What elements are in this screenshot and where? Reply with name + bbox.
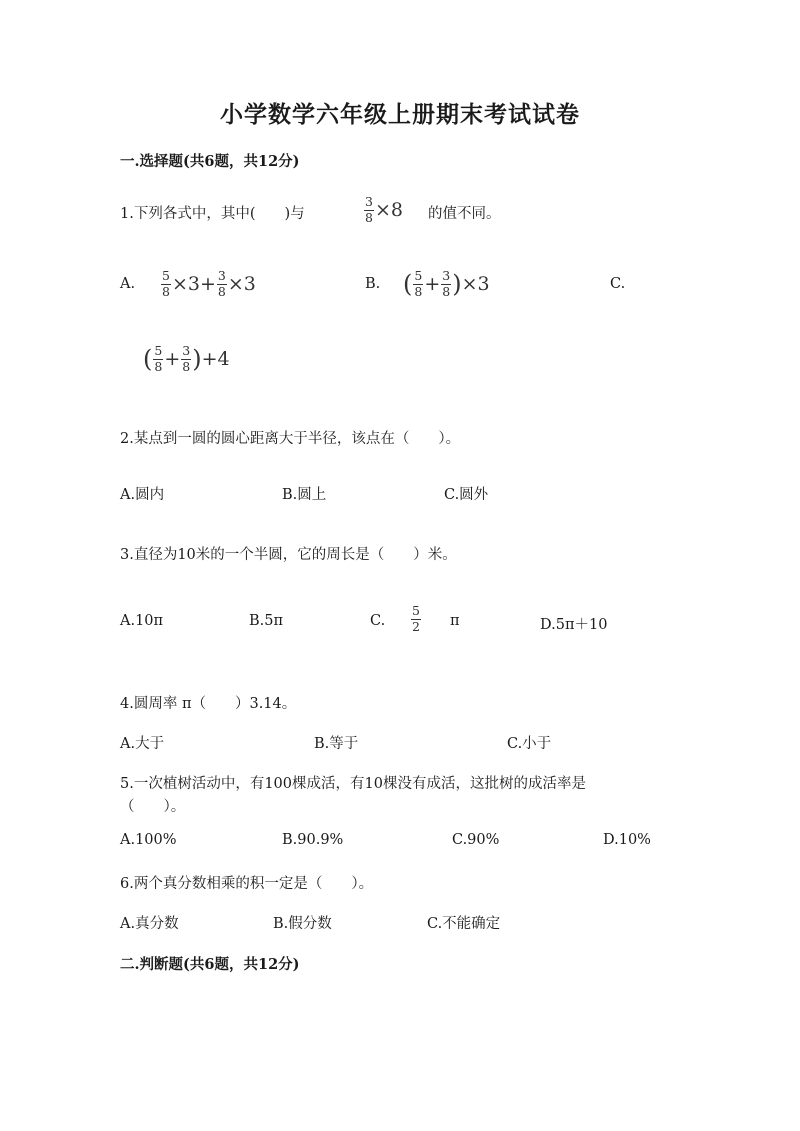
question-1-text-end: 的值不同。 — [428, 206, 501, 222]
fraction — [181, 345, 191, 373]
q3-option-c-fraction — [410, 605, 422, 633]
q3-option-c-label: C. — [370, 613, 386, 629]
factor: 8 — [390, 199, 403, 221]
plus-sign: + — [199, 273, 216, 295]
question-2-text: 2.某点到一圆的圆心距离大于半径，该点在（ ）。 — [120, 431, 461, 447]
denominator: 8 — [365, 209, 373, 225]
plus-sign: + — [164, 348, 181, 370]
q2-option-b: B.圆上 — [282, 487, 327, 503]
q3-option-c-pi: π — [450, 613, 460, 629]
question-6-text: 6.两个真分数相乘的积一定是（ ）。 — [120, 876, 374, 892]
plus-sign: + — [424, 273, 441, 295]
term: ×3 — [227, 273, 256, 295]
question-5-text-line1: 5.一次植树活动中，有100棵成活，有10棵没有成活，这批树的成活率是 — [120, 776, 586, 792]
fraction — [413, 270, 423, 298]
q4-option-a: A.大于 — [120, 736, 165, 752]
denominator: 8 — [154, 358, 163, 374]
q5-option-c: C.90% — [452, 832, 500, 848]
q5-option-d: D.10% — [603, 832, 651, 848]
term: ×3 — [171, 273, 200, 295]
fraction — [161, 270, 171, 298]
q2-option-a: A.圆内 — [120, 487, 165, 503]
right-paren: ) — [452, 270, 462, 298]
numerator: 3 — [442, 268, 451, 283]
fraction — [153, 345, 163, 373]
question-5-text-line2: （ ）。 — [120, 799, 186, 815]
fraction — [364, 196, 374, 224]
q2-option-c: C.圆外 — [444, 487, 489, 503]
question-4-text: 4.圆周率 π（ ）3.14。 — [120, 696, 297, 712]
numerator: 5 — [154, 343, 163, 358]
question-1-expression — [363, 196, 403, 224]
q5-option-b: B.90.9% — [282, 832, 344, 848]
q4-option-b: B.等于 — [314, 736, 359, 752]
q1-option-b-expression — [403, 270, 490, 298]
term: +4 — [201, 348, 230, 370]
term: ×3 — [461, 273, 490, 295]
times-sign: × — [374, 199, 391, 221]
denominator: 8 — [182, 358, 191, 374]
q3-option-b: B.5π — [249, 613, 284, 629]
fraction — [441, 270, 451, 298]
left-paren: ( — [143, 345, 153, 373]
q4-option-c: C.小于 — [507, 736, 552, 752]
page-title: 小学数学六年级上册期末考试试卷 — [220, 101, 580, 128]
numerator: 3 — [217, 268, 226, 283]
q6-option-c: C.不能确定 — [427, 916, 501, 932]
fraction — [217, 270, 227, 298]
numerator: 3 — [182, 343, 191, 358]
q6-option-a: A.真分数 — [120, 916, 179, 932]
q3-option-a: A.10π — [120, 613, 164, 629]
denominator: 8 — [414, 283, 423, 299]
numerator: 5 — [412, 603, 420, 618]
numerator: 3 — [365, 194, 373, 209]
denominator: 8 — [217, 283, 226, 299]
q1-option-c-label: C. — [610, 276, 626, 292]
q1-option-c-expression — [143, 345, 230, 373]
section-heading-choice: 一.选择题(共6题，共12分) — [120, 153, 300, 170]
left-paren: ( — [403, 270, 413, 298]
question-3-text: 3.直径为10米的一个半圆，它的周长是（ ）米。 — [120, 547, 457, 563]
q1-option-a-label: A. — [120, 276, 136, 292]
right-paren: ) — [192, 345, 202, 373]
q1-option-a-expression — [160, 270, 256, 298]
q5-option-a: A.100% — [120, 832, 177, 848]
numerator: 5 — [414, 268, 423, 283]
q3-option-d: D.5π＋10 — [540, 617, 608, 633]
denominator: 8 — [442, 283, 451, 299]
question-1-text: 1.下列各式中，其中( )与 — [120, 206, 305, 222]
numerator: 5 — [162, 268, 170, 283]
q6-option-b: B.假分数 — [273, 916, 332, 932]
q1-option-b-label: B. — [365, 276, 381, 292]
denominator: 8 — [162, 283, 170, 299]
section-heading-judgement: 二.判断题(共6题，共12分) — [120, 956, 300, 973]
denominator: 2 — [412, 618, 420, 634]
fraction — [411, 605, 421, 633]
